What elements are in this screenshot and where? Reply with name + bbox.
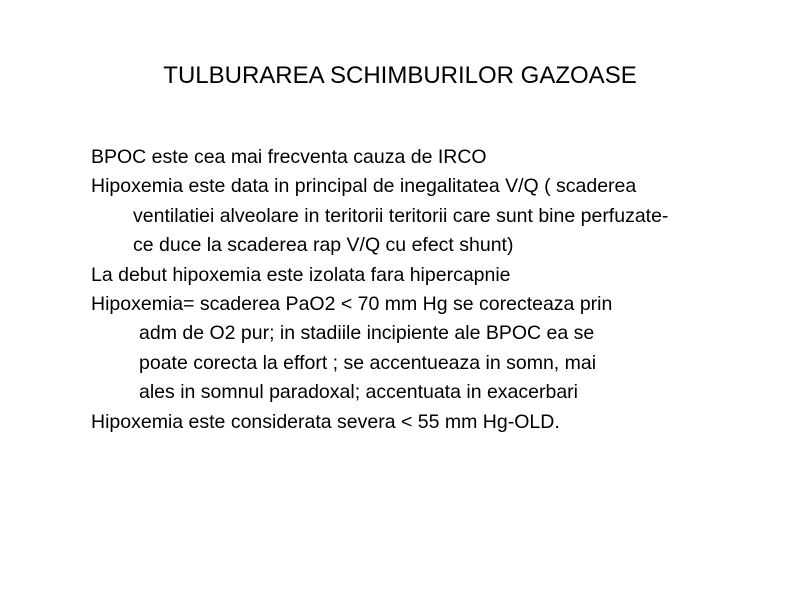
- body-line: Hipoxemia este considerata severa < 55 mm Hg-OLD.: [91, 410, 560, 433]
- body-line-continuation: ventilatiei alveolare in teritorii teritorii care sunt bine perfuzate-: [133, 204, 669, 227]
- body-line: Hipoxemia= scaderea PaO2 < 70 mm Hg se corecteaza prin: [91, 292, 613, 315]
- slide-body: [91, 143, 791, 437]
- body-line: Hipoxemia este data in principal de inegalitatea V/Q ( scaderea: [91, 175, 637, 198]
- body-line-continuation: ales in somnul paradoxal; accentuata in exacerbari: [139, 381, 579, 404]
- slide-title: TULBURAREA SCHIMBURILOR GAZOASE: [163, 62, 637, 89]
- body-line-continuation: adm de O2 pur; in stadiile incipiente ale BPOC ea se: [139, 322, 595, 345]
- body-line: BPOC este cea mai frecventa cauza de IRCO: [91, 146, 487, 168]
- body-line: La debut hipoxemia este izolata fara hipercapnie: [91, 263, 511, 286]
- body-line-continuation: poate corecta la effort ; se accentueaza in somn, mai: [139, 351, 597, 374]
- body-line-continuation: ce duce la scaderea rap V/Q cu efect shunt): [133, 234, 514, 257]
